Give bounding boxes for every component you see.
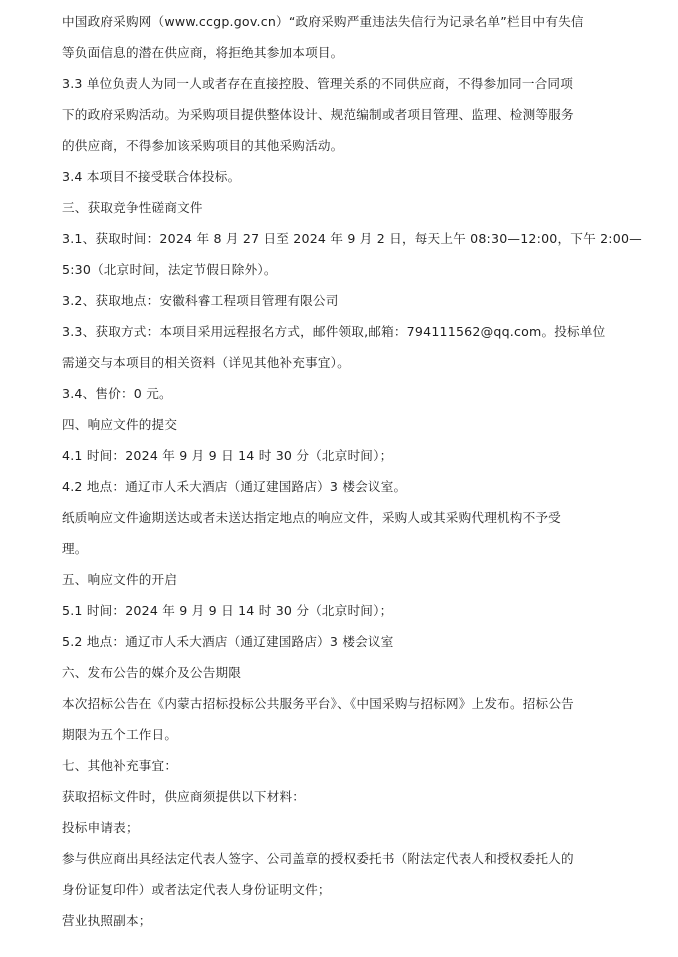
text-line-4: 下的政府采购活动。为采购项目提供整体设计、规范编制或者项目管理、监理、检测等服务 xyxy=(62,107,574,122)
text-line-10: 3.2、获取地点：安徽科睿工程项目管理有限公司 xyxy=(62,293,339,308)
text-line-16: 4.2 地点：通辽市人禾大酒店（通辽建国路店）3 楼会议室。 xyxy=(62,479,407,494)
text-line-6: 3.4 本项目不接受联合体投标。 xyxy=(62,169,241,184)
section-heading-6: 六、发布公告的媒介及公告期限 xyxy=(62,665,242,680)
text-line-30: 营业执照副本； xyxy=(62,913,152,928)
section-heading-7: 七、其他补充事宜： xyxy=(62,758,178,773)
text-line-24: 期限为五个工作日。 xyxy=(62,727,178,742)
section-heading-4: 四、响应文件的提交 xyxy=(62,417,178,432)
text-line-28: 参与供应商出具经法定代表人签字、公司盖章的授权委托书（附法定代表人和授权委托人的 xyxy=(62,851,574,866)
text-line-13: 3.4、售价：0 元。 xyxy=(62,386,172,401)
section-heading-5: 五、响应文件的开启 xyxy=(62,572,178,587)
text-line-2: 等负面信息的潜在供应商，将拒绝其参加本项目。 xyxy=(62,45,344,60)
text-line-21: 5.2 地点：通辽市人禾大酒店（通辽建国路店）3 楼会议室 xyxy=(62,634,394,649)
text-line-3: 3.3 单位负责人为同一人或者存在直接控股、管理关系的不同供应商，不得参加同一合同项 xyxy=(62,76,573,91)
text-line-20: 5.1 时间：2024 年 9 月 9 日 14 时 30 分（北京时间）； xyxy=(62,603,393,618)
text-line-1: 中国政府采购网（www.ccgp.gov.cn）“政府采购严重违法失信行为记录名单”栏目中有失信 xyxy=(62,14,584,29)
text-line-17: 纸质响应文件逾期送达或者未送达指定地点的响应文件，采购人或其采购代理机构不予受 xyxy=(62,510,561,525)
text-line-27: 投标申请表； xyxy=(62,820,139,835)
text-line-15: 4.1 时间：2024 年 9 月 9 日 14 时 30 分（北京时间）； xyxy=(62,448,393,463)
text-line-5: 的供应商，不得参加该采购项目的其他采购活动。 xyxy=(62,138,344,153)
text-line-12: 需递交与本项目的相关资料（详见其他补充事宜）。 xyxy=(62,355,350,370)
text-line-23: 本次招标公告在《内蒙古招标投标公共服务平台》、《中国采购与招标网》上发布。招标公告 xyxy=(62,696,574,711)
text-line-29: 身份证复印件）或者法定代表人身份证明文件； xyxy=(62,882,331,897)
text-line-8: 3.1、获取时间：2024 年 8 月 27 日至 2024 年 9 月 2 日，每天上午 08:30—12:00，下午 2:00— xyxy=(62,231,642,246)
text-line-18: 理。 xyxy=(62,541,88,556)
text-line-9: 5:30（北京时间，法定节假日除外）。 xyxy=(62,262,277,277)
text-line-11: 3.3、获取方式：本项目采用远程报名方式，邮件领取,邮箱：794111562@qq.com。投标单位 xyxy=(62,324,606,339)
section-heading-3: 三、获取竞争性磋商文件 xyxy=(62,200,203,215)
text-line-26: 获取招标文件时，供应商须提供以下材料： xyxy=(62,789,306,804)
